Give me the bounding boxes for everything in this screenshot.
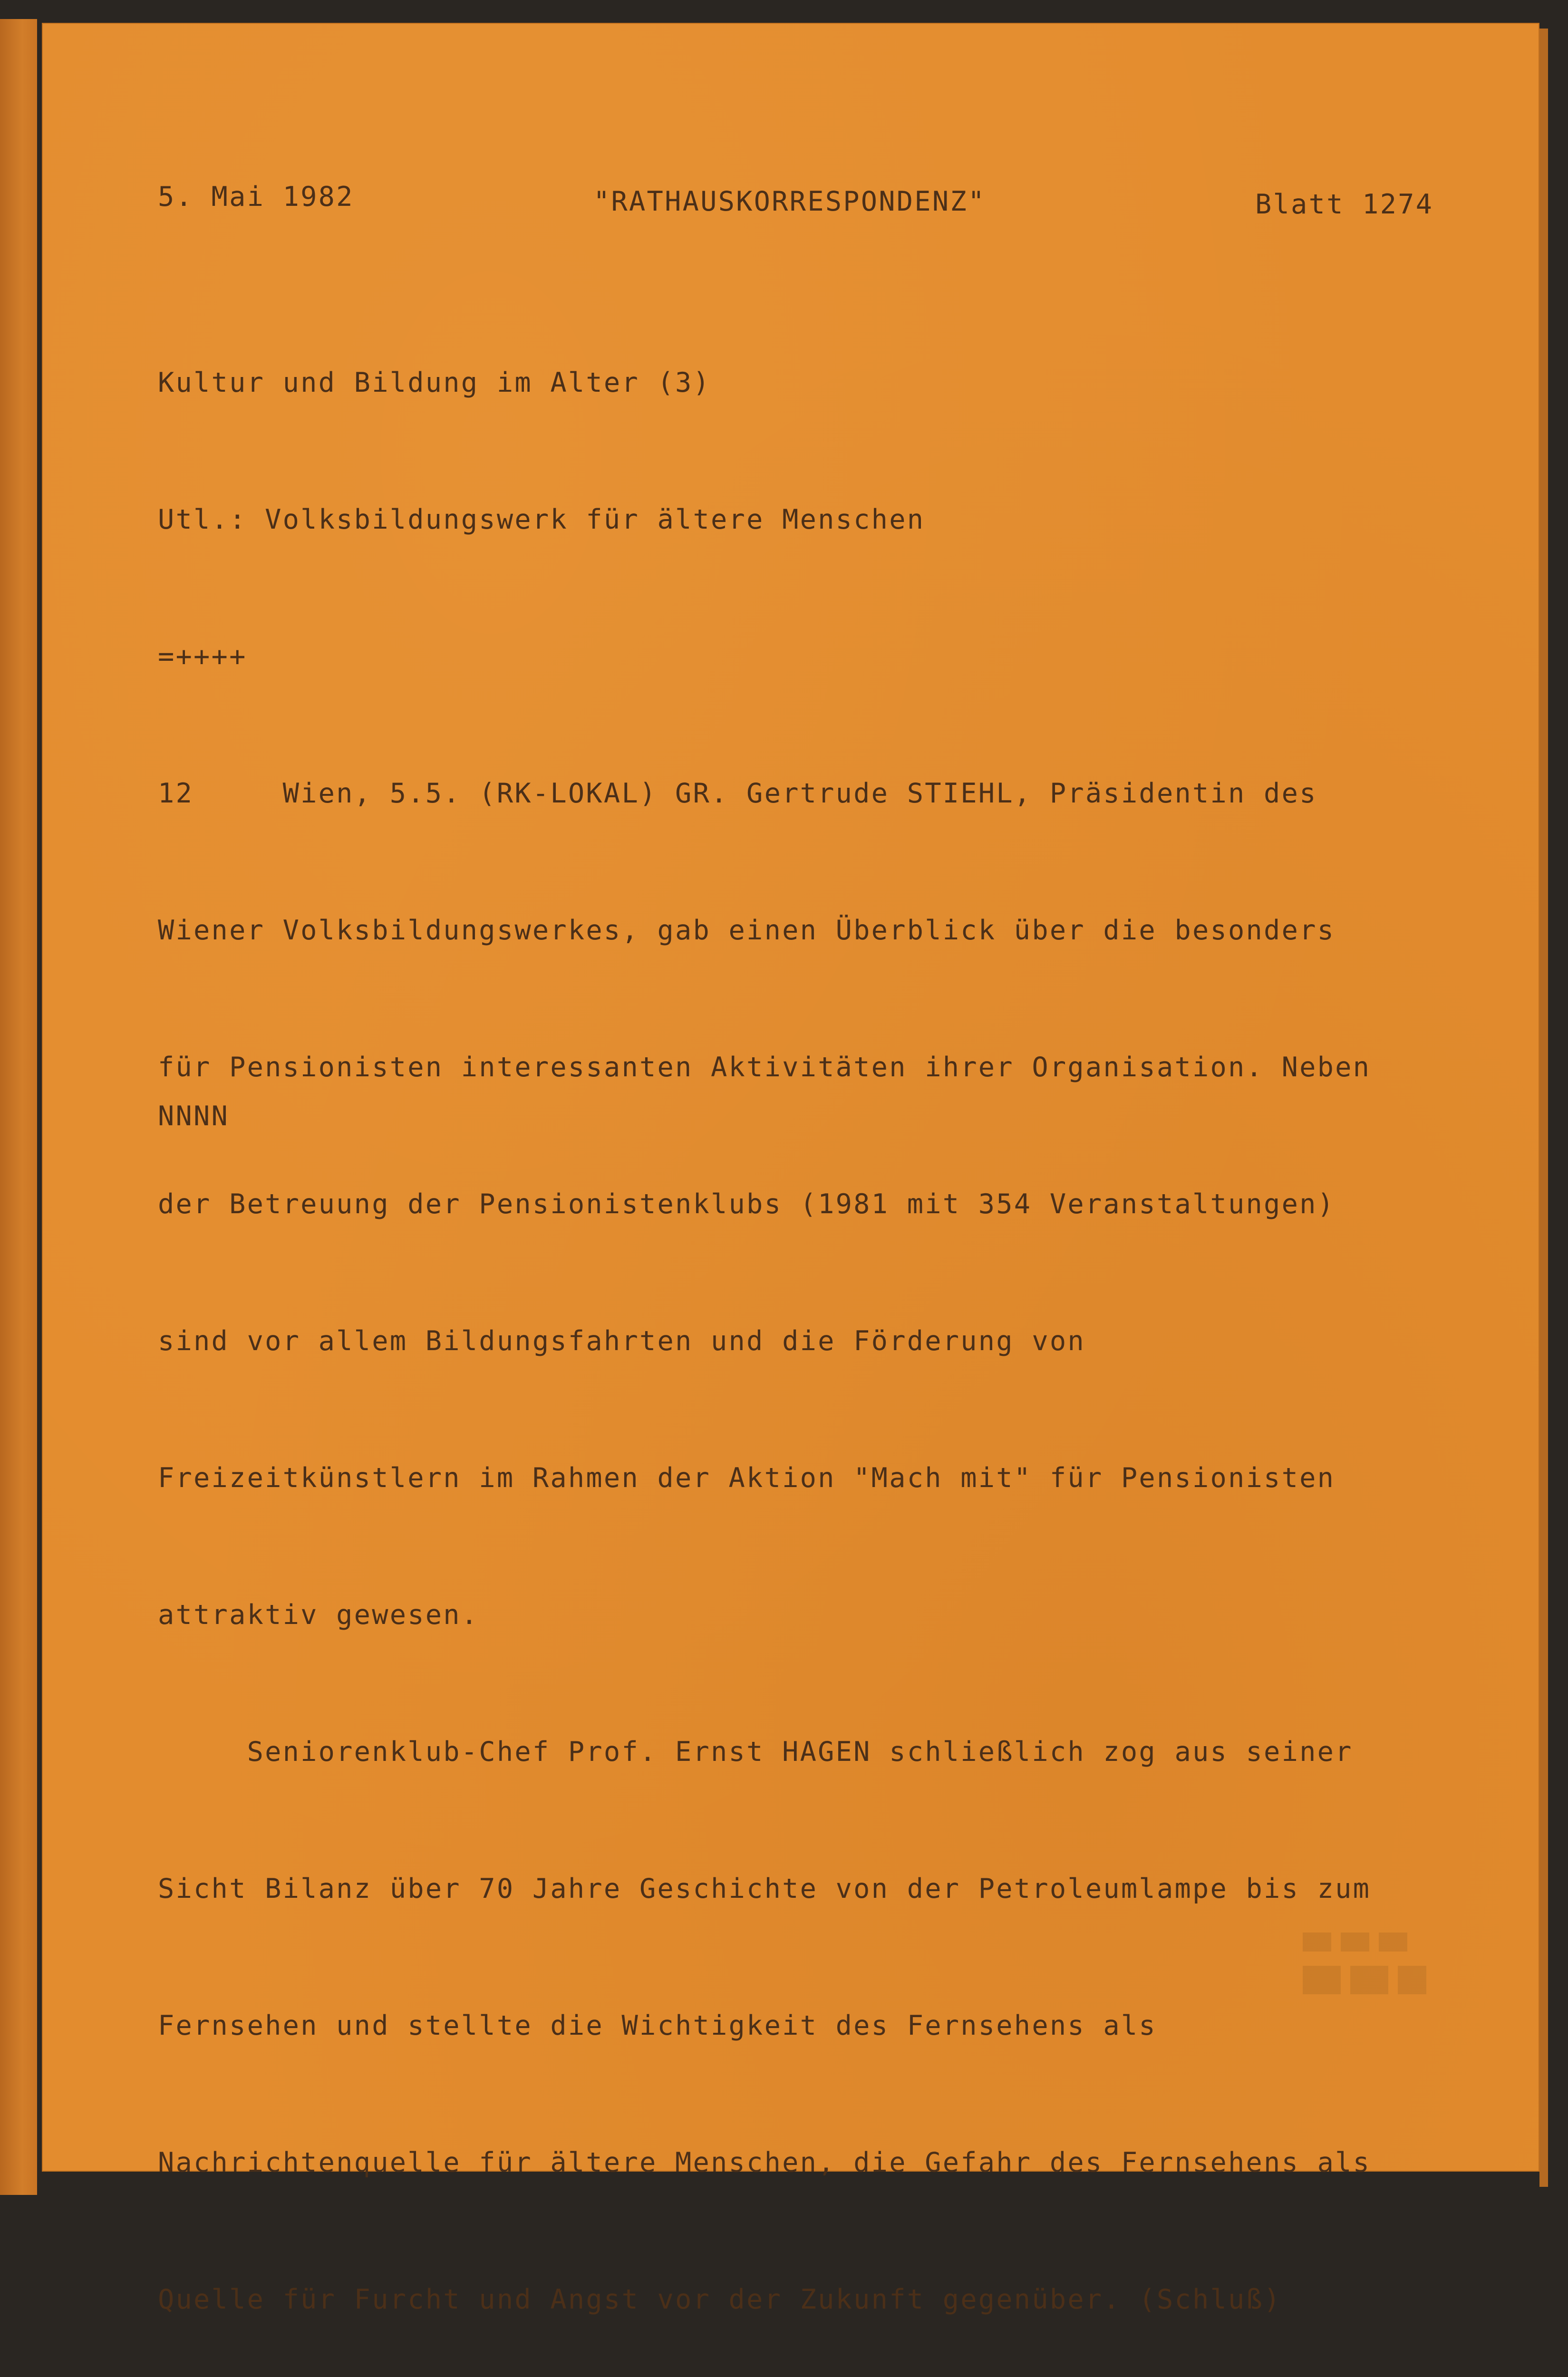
end-mark: NNNN xyxy=(158,1101,230,1132)
body-line: Wiener Volksbildungswerkes, gab einen Überblick über die besonders xyxy=(158,915,1336,946)
body-line: Fernsehen und stellte die Wichtigkeit des Fernsehens als xyxy=(158,2010,1157,2041)
body-line: Sicht Bilanz über 70 Jahre Geschichte von der Petroleumlampe bis zum xyxy=(158,1873,1371,1904)
separator-line: =++++ xyxy=(158,641,247,672)
article-body xyxy=(158,269,1371,2377)
body-line: Seniorenklub-Chef Prof. Ernst HAGEN schließlich zog aus seiner xyxy=(158,1736,1353,1768)
body-line: sind vor allem Bildungsfahrten und die Förderung von xyxy=(158,1325,1085,1357)
article-subtitle: Utl.: Volksbildungswerk für ältere Menschen xyxy=(158,504,925,535)
header-date: 5. Mai 1982 xyxy=(158,181,354,213)
faded-stamp-mark xyxy=(1298,1928,1441,2004)
body-line: Nachrichtenquelle für ältere Menschen, die Gefahr des Fernsehens als xyxy=(158,2147,1371,2178)
page-right-edge xyxy=(1539,29,1548,2187)
body-line: der Betreuung der Pensionistenklubs (1981 mit 354 Veranstaltungen) xyxy=(158,1188,1336,1220)
body-line: Freizeitkünstlern im Rahmen der Aktion "Mach mit" für Pensionisten xyxy=(158,1462,1336,1494)
body-line: attraktiv gewesen. xyxy=(158,1599,479,1631)
body-line: Quelle für Furcht und Angst vor der Zukunft gegenüber. (Schluß) xyxy=(158,2284,1282,2315)
header-publication: "RATHAUSKORRESPONDENZ" xyxy=(593,186,986,217)
adjacent-page-edge xyxy=(0,19,37,2195)
header-sheet-number: Blatt 1274 xyxy=(1255,189,1434,220)
body-line: 12 Wien, 5.5. (RK-LOKAL) GR. Gertrude STIEHL, Präsidentin des xyxy=(158,778,1317,809)
body-line: für Pensionisten interessanten Aktivitäten ihrer Organisation. Neben xyxy=(158,1052,1371,1083)
article-title: Kultur und Bildung im Alter (3) xyxy=(158,367,711,398)
